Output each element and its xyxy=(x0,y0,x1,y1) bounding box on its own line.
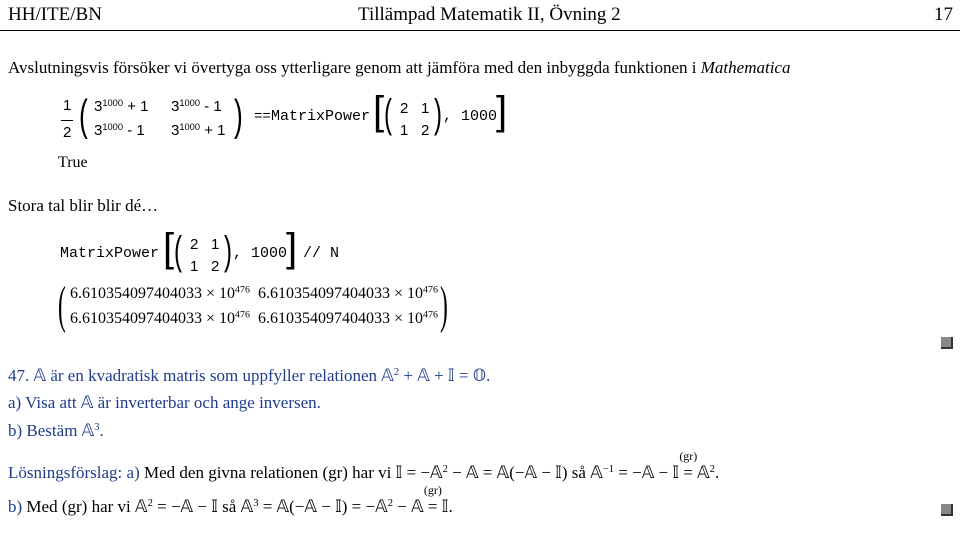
cell-marker-icon[interactable] xyxy=(941,337,953,349)
solution-label: Lösningsförslag: xyxy=(8,463,123,482)
matrix-entry-22: $3^{1000} + 1$ xyxy=(171,121,226,139)
gr-label: (gr) xyxy=(423,483,442,497)
header-title: Tillämpad Matematik II, Övning 2 xyxy=(358,4,621,25)
gr-label: (gr) xyxy=(679,449,698,463)
output-right-paren: ) xyxy=(440,277,448,334)
solution-b-text: Med (gr) har vi xyxy=(26,497,131,516)
matrix-a11: 2 xyxy=(400,100,409,117)
problem-part-a: a) Visa att 𝔸 är inverterbar och ange inversen. xyxy=(8,393,321,413)
intro-paragraph xyxy=(8,58,790,78)
cell-marker-icon[interactable] xyxy=(941,504,953,516)
matrix2-a22: 2 xyxy=(211,258,220,275)
intro-text: Avslutningsvis försöker vi övertyga oss ytterligare genom att jämföra med den inbyggda funktionen i xyxy=(8,58,701,77)
page-number: 17 xyxy=(934,4,953,25)
intro-app-name: Mathematica xyxy=(700,58,791,77)
output-entry-22: $6.610354097404033 \times 10^{476}$ xyxy=(258,309,438,327)
equality-operator: == xyxy=(254,109,271,125)
solution-part-a: Lösningsförslag: a) Med den givna relationen (gr) har vi 𝕀 = −𝔸$^2$ − 𝔸 = 𝔸(−𝔸 − 𝕀) så 𝔸$^{-1}$ = −𝔸 − 𝕀 (gr) = 𝔸$^2$. xyxy=(8,449,720,483)
matrixpower-function-2: MatrixPower xyxy=(60,245,160,262)
half-denominator: 2 xyxy=(63,124,72,141)
power-argument: , 1000 xyxy=(443,108,498,125)
output-entry-11: $6.610354097404033 \times 10^{476}$ xyxy=(70,284,250,302)
matrix-a22: 2 xyxy=(421,122,430,139)
matrix-a-symbol: 𝔸 xyxy=(33,366,47,386)
solution-a-text: Med den givna relationen (gr) har vi xyxy=(144,463,392,482)
problem-part-b: b) Bestäm 𝔸$^3$. xyxy=(8,421,104,441)
right-bracket-2: ] xyxy=(286,226,298,270)
matrix-a21: 1 xyxy=(400,122,409,139)
right-paren-2: ) xyxy=(434,92,442,136)
power-argument-2: , 1000 xyxy=(233,245,288,262)
right-paren-1: ) xyxy=(234,91,243,140)
fraction-bar xyxy=(61,120,73,121)
matrix-a12: 1 xyxy=(421,100,430,117)
left-paren-1: ( xyxy=(79,91,88,140)
postfix-n: // N xyxy=(303,245,340,262)
left-paren-3: ( xyxy=(174,229,182,273)
problem-statement: 47. 𝔸 är en kvadratisk matris som uppfyller relationen 𝔸$^2$ + 𝔸 + 𝕀 = 𝕆. xyxy=(8,366,491,386)
matrix2-a21: 1 xyxy=(190,258,199,275)
problem-text: är en kvadratisk matris som uppfyller relationen xyxy=(50,366,378,385)
header-rule xyxy=(0,30,960,31)
matrix-entry-21: $3^{1000} - 1$ xyxy=(94,121,145,139)
input-cell-1[interactable] xyxy=(58,89,518,145)
matrix2-a11: 2 xyxy=(190,236,199,253)
input-cell-2[interactable] xyxy=(58,226,358,279)
solution-part-b: b) Med (gr) har vi 𝔸$^2$ = −𝔸 − 𝕀 så 𝔸$^3$ = 𝔸(−𝔸 − 𝕀) = −𝔸$^2$ − 𝔸 (gr) = 𝕀. xyxy=(8,483,453,517)
output-left-paren: ( xyxy=(58,277,66,334)
output-entry-12: $6.610354097404033 \times 10^{476}$ xyxy=(258,284,438,302)
left-bracket-2: [ xyxy=(163,226,175,270)
left-paren-2: ( xyxy=(384,92,392,136)
matrix-entry-12: $3^{1000} - 1$ xyxy=(171,97,222,115)
output-matrix xyxy=(58,277,458,334)
right-paren-3: ) xyxy=(224,229,232,273)
output-true: True xyxy=(58,154,88,171)
stora-tal-text: Stora tal blir blir dé… xyxy=(8,196,159,215)
right-bracket-1: ] xyxy=(496,89,508,133)
matrix-a-symbol: 𝔸 xyxy=(381,366,394,386)
header-left: HH/ITE/BN xyxy=(8,4,102,25)
half-numerator: 1 xyxy=(63,97,72,114)
problem-number: 47. xyxy=(8,366,30,385)
left-bracket-1: [ xyxy=(373,89,385,133)
matrixpower-function: MatrixPower xyxy=(271,108,371,125)
output-entry-21: $6.610354097404033 \times 10^{476}$ xyxy=(70,309,250,327)
matrix-entry-11: $3^{1000} + 1$ xyxy=(94,97,149,115)
matrix2-a12: 1 xyxy=(211,236,220,253)
